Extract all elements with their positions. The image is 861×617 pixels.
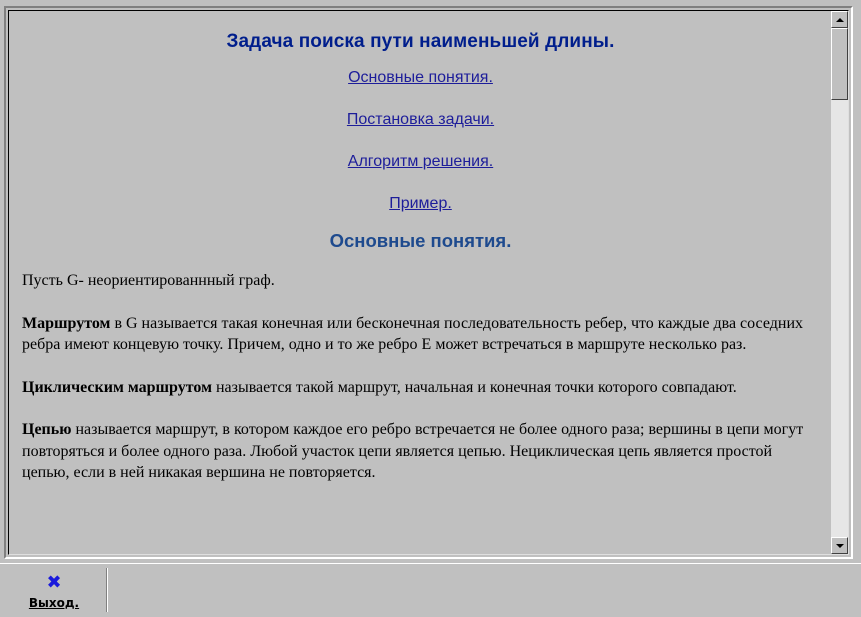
close-icon: ✖ xyxy=(46,572,62,593)
link-problem-statement[interactable]: Постановка задачи. xyxy=(346,111,495,128)
bottom-toolbar xyxy=(0,563,861,617)
paragraph-cyclic-route xyxy=(22,377,819,399)
vertical-scrollbar[interactable] xyxy=(831,11,848,554)
link-solution-algorithm[interactable]: Алгоритм решения. xyxy=(347,153,494,170)
scroll-down-button[interactable] xyxy=(831,537,848,554)
arrow-down-icon xyxy=(836,544,844,548)
paragraph-chain xyxy=(22,419,819,484)
scroll-thumb[interactable] xyxy=(831,28,848,100)
paragraph-text: называется такой маршрут, начальная и конечная точки которого совпадают. xyxy=(211,378,737,396)
document-title: Задача поиска пути наименьшей длины. xyxy=(226,31,615,52)
content-frame xyxy=(4,6,853,559)
toolbar-divider xyxy=(106,568,108,612)
document-body xyxy=(9,11,831,554)
paragraph-route xyxy=(22,313,819,356)
link-example[interactable]: Пример. xyxy=(389,195,452,212)
arrow-up-icon xyxy=(836,18,844,22)
term-cyclic-route: Циклическим маршрутом xyxy=(22,378,212,396)
scroll-up-button[interactable] xyxy=(831,11,848,28)
term-route: Маршрутом xyxy=(22,314,111,332)
paragraph-text: называется маршрут, в котором каждое его ребро встречается не более одного раза; вершины в цепи могут повторяться и более одного раза. Любой участок цепи является цепью. Нециклическая цепь является простой цепью, если в ней никакая вершина не повторяется. xyxy=(22,421,804,481)
link-basic-concepts[interactable]: Основные понятия. xyxy=(348,69,493,86)
exit-button[interactable] xyxy=(6,568,102,614)
table-of-contents xyxy=(22,68,819,214)
section-title: Основные понятия. xyxy=(329,230,512,251)
content-viewport xyxy=(8,10,849,555)
paragraph-text: Пусть G- неориентированнный граф. xyxy=(22,272,275,289)
paragraph-graph xyxy=(22,270,819,292)
exit-label: Выход. xyxy=(28,596,80,610)
paragraph-text: в G называется такая конечная или бесконечная последовательность ребер, что каждые два соседних ребра имеют концевую точку. Причем, одно и то же ребро E может встречаться в маршруте несколько раз. xyxy=(22,314,804,353)
term-chain: Цепью xyxy=(22,421,72,438)
